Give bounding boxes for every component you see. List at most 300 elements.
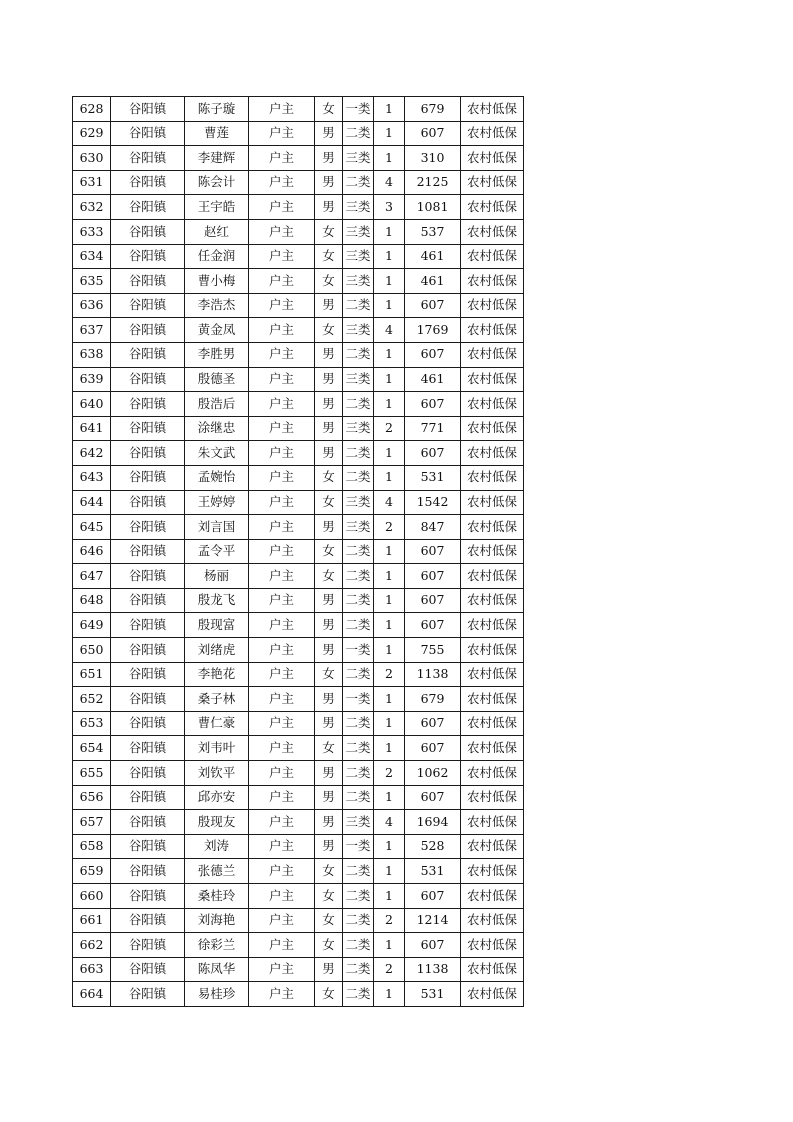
table-row xyxy=(73,146,524,171)
row-number-cell: 660 xyxy=(73,884,111,909)
household-size-cell: 3 xyxy=(374,195,405,220)
town-cell: 谷阳镇 xyxy=(111,170,185,195)
relation-cell: 户主 xyxy=(249,170,315,195)
name-cell: 朱文武 xyxy=(185,441,249,466)
name-cell: 曹小梅 xyxy=(185,269,249,294)
town-cell: 谷阳镇 xyxy=(111,834,185,859)
table-row xyxy=(73,342,524,367)
amount-cell: 537 xyxy=(405,219,461,244)
amount-cell: 607 xyxy=(405,933,461,958)
name-cell: 殷浩后 xyxy=(185,392,249,417)
gender-cell: 男 xyxy=(315,342,343,367)
amount-cell: 531 xyxy=(405,982,461,1007)
town-cell: 谷阳镇 xyxy=(111,933,185,958)
town-cell: 谷阳镇 xyxy=(111,662,185,687)
amount-cell: 607 xyxy=(405,711,461,736)
category-cell: 二类 xyxy=(343,785,374,810)
relation-cell: 户主 xyxy=(249,465,315,490)
town-cell: 谷阳镇 xyxy=(111,244,185,269)
household-size-cell: 4 xyxy=(374,318,405,343)
name-cell: 刘绪虎 xyxy=(185,638,249,663)
gender-cell: 男 xyxy=(315,638,343,663)
row-number-cell: 636 xyxy=(73,293,111,318)
program-cell: 农村低保 xyxy=(461,687,524,712)
amount-cell: 679 xyxy=(405,687,461,712)
relation-cell: 户主 xyxy=(249,392,315,417)
gender-cell: 男 xyxy=(315,441,343,466)
category-cell: 二类 xyxy=(343,342,374,367)
relation-cell: 户主 xyxy=(249,761,315,786)
table-row xyxy=(73,269,524,294)
household-size-cell: 2 xyxy=(374,761,405,786)
town-cell: 谷阳镇 xyxy=(111,810,185,835)
table-row xyxy=(73,687,524,712)
gender-cell: 男 xyxy=(315,121,343,146)
relation-cell: 户主 xyxy=(249,515,315,540)
town-cell: 谷阳镇 xyxy=(111,687,185,712)
town-cell: 谷阳镇 xyxy=(111,515,185,540)
category-cell: 三类 xyxy=(343,515,374,540)
row-number-cell: 657 xyxy=(73,810,111,835)
table-row xyxy=(73,515,524,540)
gender-cell: 女 xyxy=(315,736,343,761)
gender-cell: 男 xyxy=(315,687,343,712)
name-cell: 李浩杰 xyxy=(185,293,249,318)
household-size-cell: 1 xyxy=(374,982,405,1007)
row-number-cell: 647 xyxy=(73,564,111,589)
household-size-cell: 1 xyxy=(374,933,405,958)
household-size-cell: 1 xyxy=(374,269,405,294)
table-row xyxy=(73,982,524,1007)
table-row xyxy=(73,711,524,736)
town-cell: 谷阳镇 xyxy=(111,884,185,909)
category-cell: 三类 xyxy=(343,318,374,343)
name-cell: 张德兰 xyxy=(185,859,249,884)
amount-cell: 679 xyxy=(405,97,461,122)
category-cell: 二类 xyxy=(343,293,374,318)
relation-cell: 户主 xyxy=(249,588,315,613)
gender-cell: 男 xyxy=(315,785,343,810)
row-number-cell: 661 xyxy=(73,908,111,933)
table-row xyxy=(73,416,524,441)
relation-cell: 户主 xyxy=(249,219,315,244)
relation-cell: 户主 xyxy=(249,441,315,466)
amount-cell: 1062 xyxy=(405,761,461,786)
town-cell: 谷阳镇 xyxy=(111,638,185,663)
gender-cell: 男 xyxy=(315,170,343,195)
row-number-cell: 659 xyxy=(73,859,111,884)
program-cell: 农村低保 xyxy=(461,810,524,835)
town-cell: 谷阳镇 xyxy=(111,342,185,367)
amount-cell: 1694 xyxy=(405,810,461,835)
gender-cell: 男 xyxy=(315,834,343,859)
household-size-cell: 1 xyxy=(374,588,405,613)
household-size-cell: 1 xyxy=(374,293,405,318)
amount-cell: 847 xyxy=(405,515,461,540)
program-cell: 农村低保 xyxy=(461,195,524,220)
row-number-cell: 638 xyxy=(73,342,111,367)
household-size-cell: 4 xyxy=(374,170,405,195)
category-cell: 一类 xyxy=(343,687,374,712)
program-cell: 农村低保 xyxy=(461,392,524,417)
relation-cell: 户主 xyxy=(249,367,315,392)
assistance-roster-table xyxy=(72,96,524,1007)
household-size-cell: 1 xyxy=(374,465,405,490)
household-size-cell: 1 xyxy=(374,97,405,122)
household-size-cell: 1 xyxy=(374,392,405,417)
row-number-cell: 650 xyxy=(73,638,111,663)
category-cell: 一类 xyxy=(343,97,374,122)
program-cell: 农村低保 xyxy=(461,564,524,589)
table-row xyxy=(73,761,524,786)
row-number-cell: 639 xyxy=(73,367,111,392)
name-cell: 桑子林 xyxy=(185,687,249,712)
household-size-cell: 1 xyxy=(374,539,405,564)
table-row xyxy=(73,810,524,835)
category-cell: 三类 xyxy=(343,416,374,441)
relation-cell: 户主 xyxy=(249,662,315,687)
program-cell: 农村低保 xyxy=(461,761,524,786)
program-cell: 农村低保 xyxy=(461,121,524,146)
category-cell: 二类 xyxy=(343,908,374,933)
row-number-cell: 641 xyxy=(73,416,111,441)
category-cell: 三类 xyxy=(343,219,374,244)
town-cell: 谷阳镇 xyxy=(111,97,185,122)
row-number-cell: 646 xyxy=(73,539,111,564)
household-size-cell: 1 xyxy=(374,711,405,736)
name-cell: 刘言国 xyxy=(185,515,249,540)
amount-cell: 1138 xyxy=(405,662,461,687)
row-number-cell: 663 xyxy=(73,957,111,982)
table-row xyxy=(73,293,524,318)
gender-cell: 男 xyxy=(315,515,343,540)
row-number-cell: 634 xyxy=(73,244,111,269)
category-cell: 二类 xyxy=(343,761,374,786)
program-cell: 农村低保 xyxy=(461,269,524,294)
town-cell: 谷阳镇 xyxy=(111,146,185,171)
table-row xyxy=(73,318,524,343)
table-row xyxy=(73,638,524,663)
amount-cell: 607 xyxy=(405,613,461,638)
row-number-cell: 658 xyxy=(73,834,111,859)
row-number-cell: 651 xyxy=(73,662,111,687)
relation-cell: 户主 xyxy=(249,736,315,761)
amount-cell: 607 xyxy=(405,588,461,613)
program-cell: 农村低保 xyxy=(461,785,524,810)
program-cell: 农村低保 xyxy=(461,219,524,244)
program-cell: 农村低保 xyxy=(461,146,524,171)
table-row xyxy=(73,908,524,933)
name-cell: 孟婉怡 xyxy=(185,465,249,490)
household-size-cell: 1 xyxy=(374,121,405,146)
town-cell: 谷阳镇 xyxy=(111,613,185,638)
relation-cell: 户主 xyxy=(249,687,315,712)
gender-cell: 男 xyxy=(315,195,343,220)
relation-cell: 户主 xyxy=(249,318,315,343)
amount-cell: 607 xyxy=(405,293,461,318)
town-cell: 谷阳镇 xyxy=(111,121,185,146)
town-cell: 谷阳镇 xyxy=(111,588,185,613)
amount-cell: 310 xyxy=(405,146,461,171)
name-cell: 邱亦安 xyxy=(185,785,249,810)
category-cell: 二类 xyxy=(343,662,374,687)
row-number-cell: 643 xyxy=(73,465,111,490)
name-cell: 殷德圣 xyxy=(185,367,249,392)
town-cell: 谷阳镇 xyxy=(111,318,185,343)
table-row xyxy=(73,244,524,269)
program-cell: 农村低保 xyxy=(461,588,524,613)
table-row xyxy=(73,97,524,122)
amount-cell: 1542 xyxy=(405,490,461,515)
amount-cell: 2125 xyxy=(405,170,461,195)
gender-cell: 女 xyxy=(315,539,343,564)
row-number-cell: 628 xyxy=(73,97,111,122)
gender-cell: 男 xyxy=(315,416,343,441)
gender-cell: 女 xyxy=(315,219,343,244)
name-cell: 黄金凤 xyxy=(185,318,249,343)
amount-cell: 461 xyxy=(405,244,461,269)
household-size-cell: 1 xyxy=(374,736,405,761)
amount-cell: 607 xyxy=(405,441,461,466)
category-cell: 三类 xyxy=(343,269,374,294)
program-cell: 农村低保 xyxy=(461,638,524,663)
row-number-cell: 654 xyxy=(73,736,111,761)
program-cell: 农村低保 xyxy=(461,244,524,269)
gender-cell: 男 xyxy=(315,613,343,638)
amount-cell: 607 xyxy=(405,564,461,589)
category-cell: 三类 xyxy=(343,810,374,835)
program-cell: 农村低保 xyxy=(461,982,524,1007)
name-cell: 李艳花 xyxy=(185,662,249,687)
household-size-cell: 1 xyxy=(374,613,405,638)
relation-cell: 户主 xyxy=(249,638,315,663)
category-cell: 二类 xyxy=(343,121,374,146)
gender-cell: 男 xyxy=(315,761,343,786)
category-cell: 二类 xyxy=(343,539,374,564)
row-number-cell: 635 xyxy=(73,269,111,294)
table-row xyxy=(73,465,524,490)
relation-cell: 户主 xyxy=(249,490,315,515)
row-number-cell: 648 xyxy=(73,588,111,613)
name-cell: 李胜男 xyxy=(185,342,249,367)
table-row xyxy=(73,367,524,392)
name-cell: 赵红 xyxy=(185,219,249,244)
name-cell: 刘钦平 xyxy=(185,761,249,786)
row-number-cell: 649 xyxy=(73,613,111,638)
program-cell: 农村低保 xyxy=(461,515,524,540)
name-cell: 殷龙飞 xyxy=(185,588,249,613)
town-cell: 谷阳镇 xyxy=(111,957,185,982)
gender-cell: 女 xyxy=(315,662,343,687)
row-number-cell: 656 xyxy=(73,785,111,810)
row-number-cell: 645 xyxy=(73,515,111,540)
gender-cell: 女 xyxy=(315,884,343,909)
household-size-cell: 1 xyxy=(374,884,405,909)
household-size-cell: 1 xyxy=(374,146,405,171)
table-row xyxy=(73,884,524,909)
category-cell: 二类 xyxy=(343,884,374,909)
town-cell: 谷阳镇 xyxy=(111,367,185,392)
name-cell: 刘韦叶 xyxy=(185,736,249,761)
name-cell: 王宇皓 xyxy=(185,195,249,220)
program-cell: 农村低保 xyxy=(461,293,524,318)
town-cell: 谷阳镇 xyxy=(111,785,185,810)
row-number-cell: 664 xyxy=(73,982,111,1007)
household-size-cell: 1 xyxy=(374,219,405,244)
name-cell: 刘海艳 xyxy=(185,908,249,933)
gender-cell: 男 xyxy=(315,810,343,835)
relation-cell: 户主 xyxy=(249,711,315,736)
table-row xyxy=(73,613,524,638)
category-cell: 三类 xyxy=(343,244,374,269)
amount-cell: 531 xyxy=(405,465,461,490)
program-cell: 农村低保 xyxy=(461,342,524,367)
gender-cell: 女 xyxy=(315,318,343,343)
amount-cell: 607 xyxy=(405,392,461,417)
relation-cell: 户主 xyxy=(249,121,315,146)
relation-cell: 户主 xyxy=(249,884,315,909)
table-row xyxy=(73,588,524,613)
category-cell: 二类 xyxy=(343,441,374,466)
category-cell: 二类 xyxy=(343,465,374,490)
row-number-cell: 637 xyxy=(73,318,111,343)
town-cell: 谷阳镇 xyxy=(111,564,185,589)
table-body xyxy=(73,97,524,1007)
town-cell: 谷阳镇 xyxy=(111,539,185,564)
program-cell: 农村低保 xyxy=(461,465,524,490)
name-cell: 刘涛 xyxy=(185,834,249,859)
program-cell: 农村低保 xyxy=(461,957,524,982)
name-cell: 殷现友 xyxy=(185,810,249,835)
name-cell: 孟令平 xyxy=(185,539,249,564)
category-cell: 三类 xyxy=(343,367,374,392)
category-cell: 二类 xyxy=(343,982,374,1007)
row-number-cell: 653 xyxy=(73,711,111,736)
program-cell: 农村低保 xyxy=(461,170,524,195)
category-cell: 二类 xyxy=(343,711,374,736)
town-cell: 谷阳镇 xyxy=(111,982,185,1007)
amount-cell: 1138 xyxy=(405,957,461,982)
name-cell: 李建辉 xyxy=(185,146,249,171)
program-cell: 农村低保 xyxy=(461,367,524,392)
amount-cell: 607 xyxy=(405,342,461,367)
town-cell: 谷阳镇 xyxy=(111,293,185,318)
household-size-cell: 2 xyxy=(374,515,405,540)
gender-cell: 男 xyxy=(315,293,343,318)
table-row xyxy=(73,490,524,515)
name-cell: 曹莲 xyxy=(185,121,249,146)
table-row xyxy=(73,736,524,761)
household-size-cell: 2 xyxy=(374,416,405,441)
town-cell: 谷阳镇 xyxy=(111,416,185,441)
town-cell: 谷阳镇 xyxy=(111,465,185,490)
category-cell: 一类 xyxy=(343,834,374,859)
relation-cell: 户主 xyxy=(249,957,315,982)
gender-cell: 女 xyxy=(315,490,343,515)
gender-cell: 女 xyxy=(315,97,343,122)
relation-cell: 户主 xyxy=(249,564,315,589)
table-row xyxy=(73,219,524,244)
relation-cell: 户主 xyxy=(249,785,315,810)
name-cell: 曹仁豪 xyxy=(185,711,249,736)
category-cell: 二类 xyxy=(343,736,374,761)
category-cell: 三类 xyxy=(343,490,374,515)
town-cell: 谷阳镇 xyxy=(111,908,185,933)
town-cell: 谷阳镇 xyxy=(111,711,185,736)
category-cell: 二类 xyxy=(343,859,374,884)
household-size-cell: 4 xyxy=(374,810,405,835)
amount-cell: 1769 xyxy=(405,318,461,343)
category-cell: 三类 xyxy=(343,146,374,171)
relation-cell: 户主 xyxy=(249,834,315,859)
amount-cell: 461 xyxy=(405,269,461,294)
table-row xyxy=(73,170,524,195)
town-cell: 谷阳镇 xyxy=(111,490,185,515)
category-cell: 二类 xyxy=(343,170,374,195)
category-cell: 一类 xyxy=(343,638,374,663)
name-cell: 任金润 xyxy=(185,244,249,269)
household-size-cell: 2 xyxy=(374,908,405,933)
row-number-cell: 629 xyxy=(73,121,111,146)
program-cell: 农村低保 xyxy=(461,711,524,736)
amount-cell: 771 xyxy=(405,416,461,441)
relation-cell: 户主 xyxy=(249,859,315,884)
relation-cell: 户主 xyxy=(249,982,315,1007)
gender-cell: 男 xyxy=(315,957,343,982)
household-size-cell: 1 xyxy=(374,342,405,367)
town-cell: 谷阳镇 xyxy=(111,269,185,294)
program-cell: 农村低保 xyxy=(461,859,524,884)
gender-cell: 女 xyxy=(315,564,343,589)
relation-cell: 户主 xyxy=(249,293,315,318)
table-row xyxy=(73,121,524,146)
category-cell: 二类 xyxy=(343,588,374,613)
category-cell: 三类 xyxy=(343,195,374,220)
household-size-cell: 2 xyxy=(374,957,405,982)
program-cell: 农村低保 xyxy=(461,97,524,122)
category-cell: 二类 xyxy=(343,933,374,958)
amount-cell: 1214 xyxy=(405,908,461,933)
program-cell: 农村低保 xyxy=(461,834,524,859)
program-cell: 农村低保 xyxy=(461,613,524,638)
amount-cell: 607 xyxy=(405,539,461,564)
town-cell: 谷阳镇 xyxy=(111,441,185,466)
program-cell: 农村低保 xyxy=(461,908,524,933)
table-row xyxy=(73,785,524,810)
name-cell: 陈凤华 xyxy=(185,957,249,982)
town-cell: 谷阳镇 xyxy=(111,761,185,786)
table-row xyxy=(73,195,524,220)
relation-cell: 户主 xyxy=(249,908,315,933)
table-row xyxy=(73,441,524,466)
amount-cell: 607 xyxy=(405,884,461,909)
category-cell: 二类 xyxy=(343,957,374,982)
program-cell: 农村低保 xyxy=(461,539,524,564)
relation-cell: 户主 xyxy=(249,810,315,835)
row-number-cell: 631 xyxy=(73,170,111,195)
gender-cell: 男 xyxy=(315,367,343,392)
gender-cell: 男 xyxy=(315,146,343,171)
gender-cell: 女 xyxy=(315,908,343,933)
gender-cell: 女 xyxy=(315,933,343,958)
name-cell: 殷现富 xyxy=(185,613,249,638)
category-cell: 二类 xyxy=(343,564,374,589)
amount-cell: 607 xyxy=(405,785,461,810)
relation-cell: 户主 xyxy=(249,416,315,441)
town-cell: 谷阳镇 xyxy=(111,859,185,884)
table-row xyxy=(73,392,524,417)
amount-cell: 531 xyxy=(405,859,461,884)
